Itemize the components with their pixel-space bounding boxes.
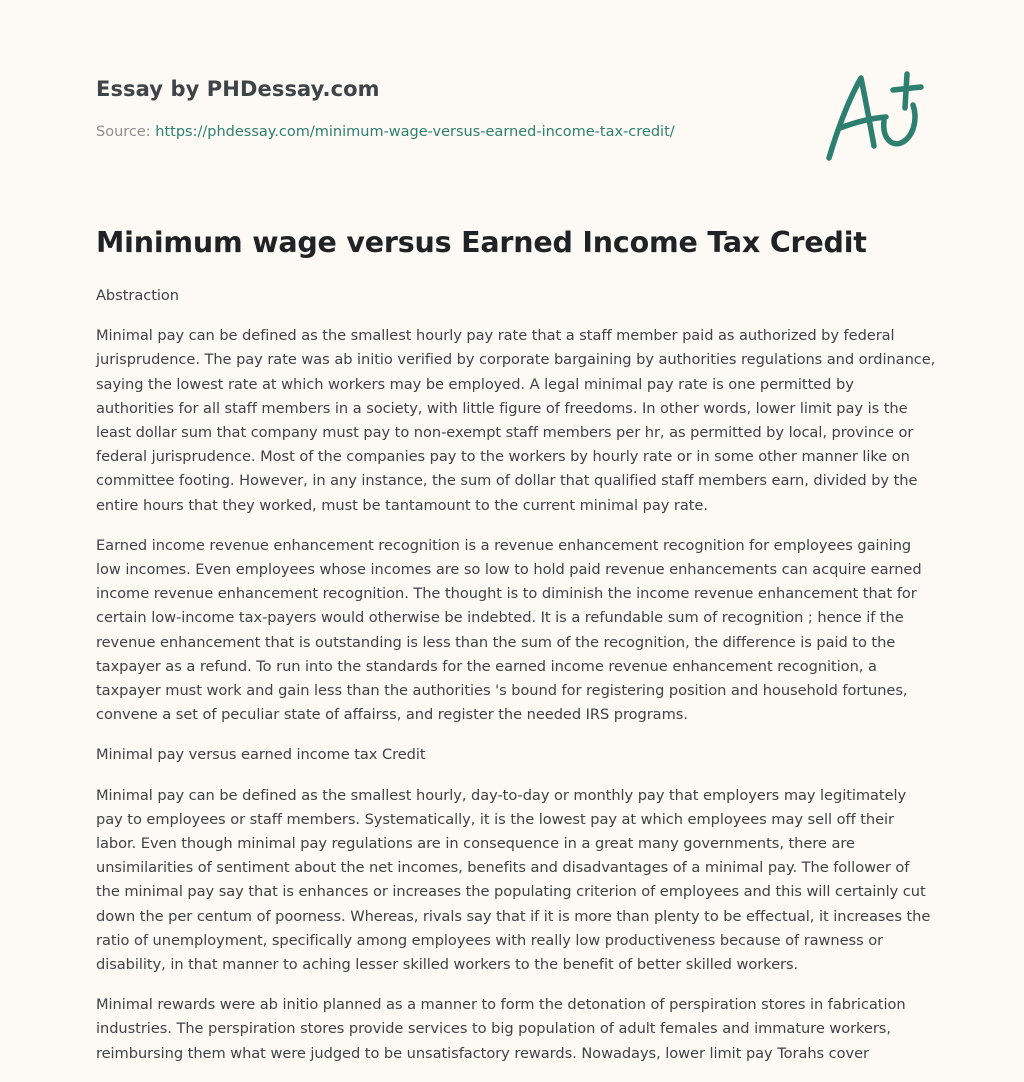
- source-line: [96, 124, 675, 140]
- source-label: Source:: [96, 124, 156, 140]
- essay-paragraph: Minimal pay can be defined as the smallest hourly pay rate that a staff member paid as authorized by federal jurisprudence. The pay rate was ab initio verified by corporate bargaining by authorities regulations and ordinance, saying the lowest rate at which workers may be employed. A legal minimal pay rate is one permitted by authorities for all staff members in a society, with little figure of freedoms. In other words, lower limit pay is the least dollar sum that company must pay to non-exempt staff members per hr, as permitted by local, province or federal jurisprudence. Most of the companies pay to the workers by hourly rate or in some other manner like on committee footing. However, in any instance, the sum of dollar that qualified staff members earn, divided by the entire hours that they worked, must be tantamount to the current minimal pay rate.: [96, 327, 936, 514]
- essay-title: Minimum wage versus Earned Income Tax Credit: [96, 226, 867, 259]
- site-brand: Essay by PHDessay.com: [96, 77, 380, 101]
- a-plus-logo-icon: [824, 66, 928, 166]
- essay-paragraph: Earned income revenue enhancement recognition is a revenue enhancement recognition for employees gaining low incomes. Even employees whose incomes are so low to hold paid revenue enhancements can acquire earned income revenue enhancement recognition. The thought is to diminish the income revenue enhancement that for certain low-income tax-payers would otherwise be indebted. It is a refundable sum of recognition ; hence if the revenue enhancement that is outstanding is less than the sum of the recognition, the difference is paid to the taxpayer as a refund. To run into the standards for the earned income revenue enhancement recognition, a taxpayer must work and gain less than the authorities 's bound for registering position and household fortunes, convene a set of peculiar state of affairss, and register the needed IRS programs.: [96, 536, 922, 724]
- source-link[interactable]: https://phdessay.com/minimum-wage-versus-earned-income-tax-credit/: [155, 124, 675, 140]
- section-heading-comparison: Minimal pay versus earned income tax Credit: [96, 746, 426, 764]
- essay-paragraph: Minimal rewards were ab initio planned as a manner to form the detonation of perspiration stores in fabrication industries. The perspiration stores provide services to big population of adult females and immature workers, reimbursing them what were judged to be unsatisfactory rewards. Nowadays, lower limit pay Torahs cover: [96, 996, 906, 1062]
- essay-paragraph: Minimal pay can be defined as the smallest hourly, day-to-day or monthly pay that employers may legitimately pay to employees or staff members. Systematically, it is the lowest pay at which employees may sell off their labor. Even though minimal pay regulations are in consequence in a great many governments, there are unsimilarities of sentiment about the net incomes, benefits and disadvantages of a minimal pay. The follower of the minimal pay say that is enhances or increases the populating criterion of employees and this will certainly cut down the per centum of poorness. Whereas, rivals say that if it is more than plenty to be effectual, it increases the ratio of unemployment, specifically among employees with really low productiveness because of rawness or disability, in that manner to aching lesser skilled workers to the benefit of better skilled workers.: [96, 786, 931, 974]
- essay-body: [96, 284, 936, 1082]
- section-heading-abstraction: Abstraction: [96, 287, 179, 304]
